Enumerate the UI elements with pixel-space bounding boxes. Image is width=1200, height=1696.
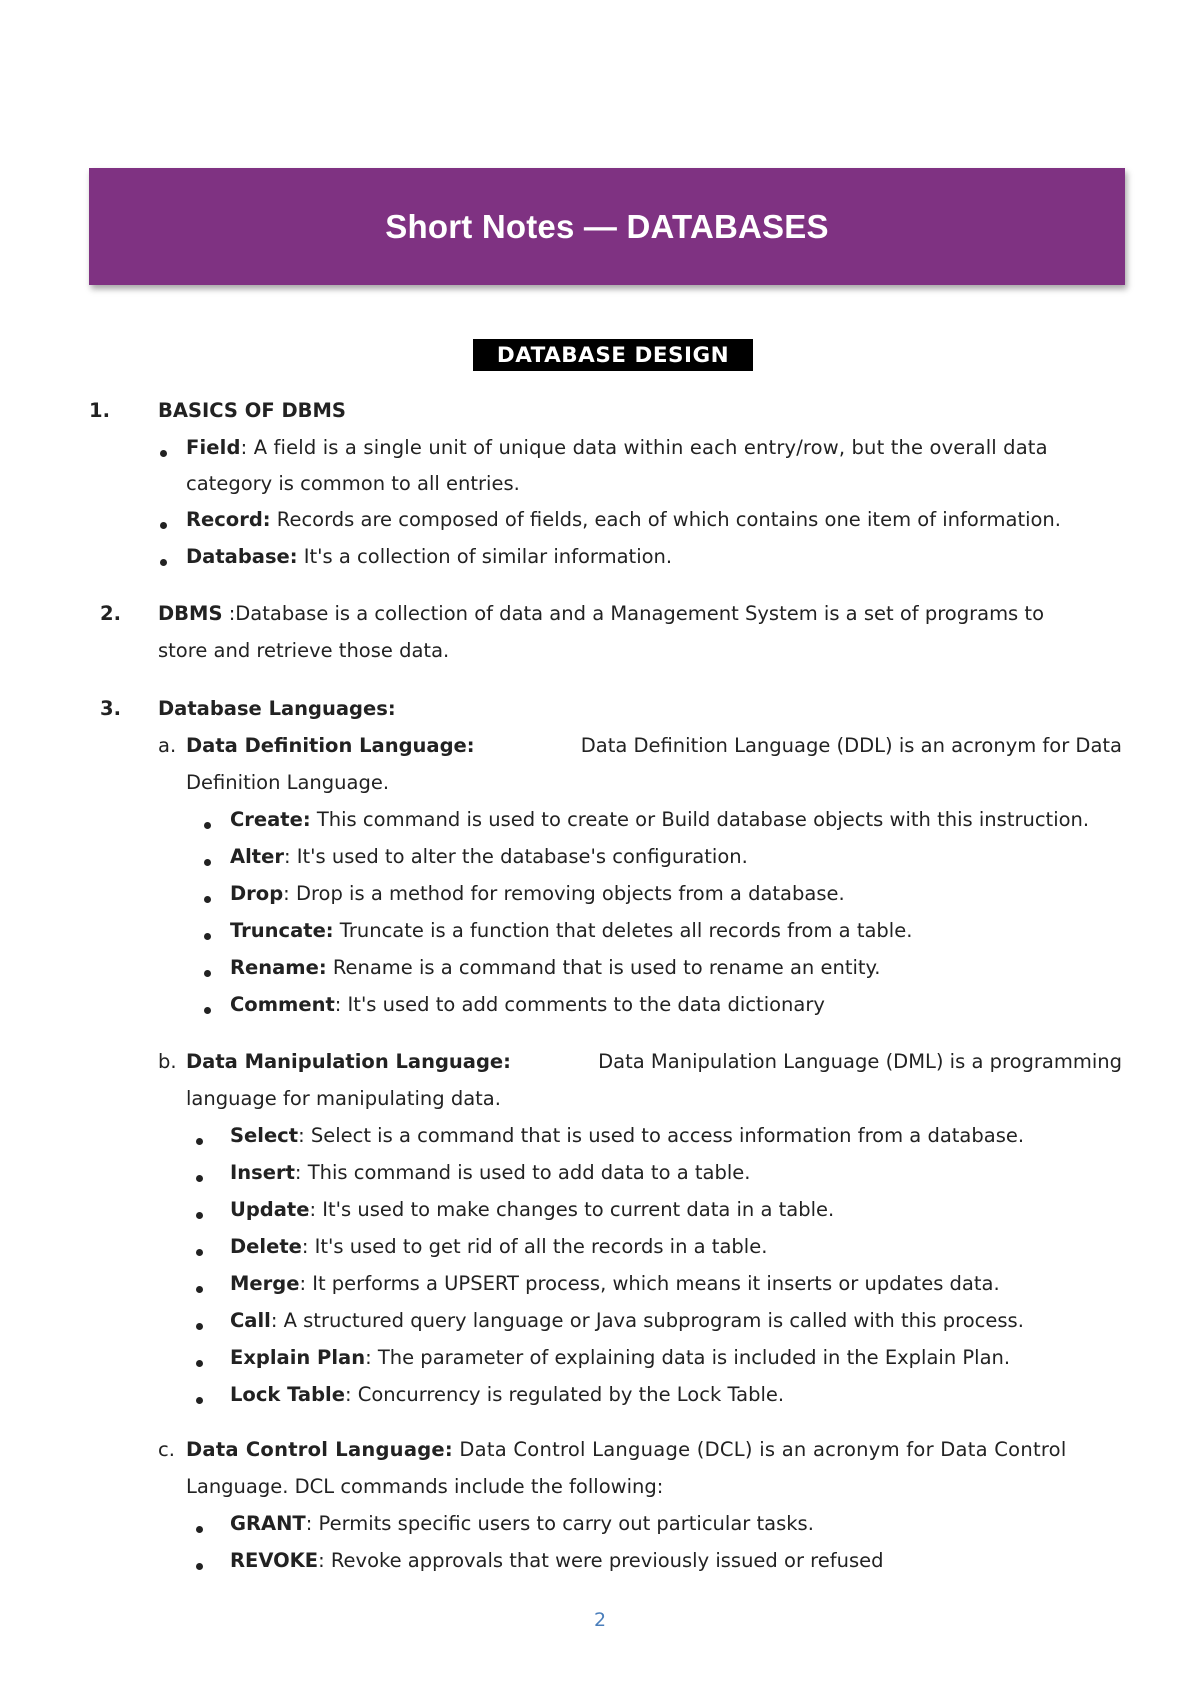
- term-create: Create:: [230, 808, 311, 831]
- text-drop: : Drop is a method for removing objects from a database.: [283, 882, 845, 905]
- term-database: Database:: [186, 545, 298, 568]
- section-2-text: [158, 602, 1044, 625]
- subsection-c-term: Data Control Language:: [186, 1438, 453, 1461]
- subsection-a-term: Data Definition Language:: [186, 734, 475, 757]
- bullet-icon: [204, 1007, 211, 1014]
- section-3-number: 3.: [100, 697, 121, 720]
- ddl-item-create: [230, 808, 1089, 831]
- subsection-b-term: Data Manipulation Language:: [186, 1050, 511, 1073]
- term-dbms: DBMS: [158, 602, 223, 625]
- section-2-number: 2.: [100, 602, 121, 625]
- term-truncate: Truncate:: [230, 919, 334, 942]
- term-comment: Comment: [230, 993, 335, 1016]
- term-grant: GRANT: [230, 1512, 306, 1535]
- term-record: Record:: [186, 508, 271, 531]
- text-insert: : This command is used to add data to a table.: [294, 1161, 751, 1184]
- dml-item-update: [230, 1198, 834, 1221]
- text-update: : It's used to make changes to current data in a table.: [309, 1198, 835, 1221]
- dml-item-lock-table: [230, 1383, 784, 1406]
- text-truncate: Truncate is a function that deletes all records from a table.: [333, 919, 913, 942]
- dml-item-explain-plan: [230, 1346, 1010, 1369]
- bullet-icon: [196, 1526, 203, 1533]
- term-alter: Alter: [230, 845, 284, 868]
- bullet-icon: [196, 1212, 203, 1219]
- banner-title: Short Notes — DATABASES: [385, 207, 829, 245]
- subsection-b-text: Data Manipulation Language (DML) is a programming: [598, 1050, 1122, 1073]
- dml-item-select: [230, 1124, 1024, 1147]
- text-alter: : It's used to alter the database's configuration.: [283, 845, 748, 868]
- text-select: : Select is a command that is used to access information from a database.: [298, 1124, 1025, 1147]
- section-title: DATABASE DESIGN: [473, 339, 753, 371]
- bullet-icon: [196, 1397, 203, 1404]
- text-comment: : It's used to add comments to the data dictionary: [334, 993, 825, 1016]
- text-merge: : It performs a UPSERT process, which means it inserts or updates data.: [299, 1272, 1000, 1295]
- term-rename: Rename:: [230, 956, 327, 979]
- title-banner: [89, 168, 1125, 285]
- bullet-icon: [196, 1138, 203, 1145]
- list-item-field: [186, 436, 1122, 459]
- bullet-icon: [204, 822, 211, 829]
- text-grant: : Permits specific users to carry out particular tasks.: [305, 1512, 814, 1535]
- term-revoke: REVOKE: [230, 1549, 319, 1572]
- bullet-icon: [160, 522, 167, 529]
- term-field: Field: [186, 436, 241, 459]
- text-delete: : It's used to get rid of all the records in a table.: [301, 1235, 768, 1258]
- subsection-c-text: Data Control Language (DCL) is an acronym for Data Control: [452, 1438, 1067, 1461]
- ddl-item-comment: [230, 993, 825, 1016]
- bullet-icon: [196, 1249, 203, 1256]
- dml-item-insert: [230, 1161, 750, 1184]
- bullet-icon: [160, 450, 167, 457]
- list-item-database: [186, 545, 672, 568]
- text-call: : A structured query language or Java subprogram is called with this process.: [270, 1309, 1024, 1332]
- dml-item-merge: [230, 1272, 1000, 1295]
- text-lock-table: : Concurrency is regulated by the Lock Table.: [344, 1383, 785, 1406]
- term-delete: Delete: [230, 1235, 302, 1258]
- list-item-field-cont: category is common to all entries.: [186, 472, 520, 495]
- section-1-number: 1.: [89, 399, 110, 422]
- bullet-icon: [196, 1360, 203, 1367]
- term-lock-table: Lock Table: [230, 1383, 345, 1406]
- text-create: This command is used to create or Build database objects with this instruction.: [310, 808, 1090, 831]
- bullet-icon: [196, 1286, 203, 1293]
- bullet-icon: [196, 1175, 203, 1182]
- text-revoke: : Revoke approvals that were previously issued or refused: [318, 1549, 884, 1572]
- subsection-a-text: Data Definition Language (DDL) is an acronym for Data: [580, 734, 1122, 757]
- dml-item-delete: [230, 1235, 767, 1258]
- text-dbms: :Database is a collection of data and a Management System is a set of programs to: [222, 602, 1044, 625]
- text-explain-plan: : The parameter of explaining data is included in the Explain Plan.: [365, 1346, 1011, 1369]
- text-record: Records are composed of fields, each of which contains one item of information.: [270, 508, 1061, 531]
- ddl-item-alter: [230, 845, 748, 868]
- bullet-icon: [196, 1563, 203, 1570]
- text-field: : A field is a single unit of unique data within each entry/row, but the overall data: [240, 436, 1048, 459]
- subsection-b-cont: language for manipulating data.: [186, 1087, 501, 1110]
- dcl-item-grant: [230, 1512, 814, 1535]
- text-database: It's a collection of similar information.: [297, 545, 673, 568]
- text-rename: Rename is a command that is used to rename an entity.: [326, 956, 881, 979]
- section-1-heading: BASICS OF DBMS: [158, 399, 346, 422]
- bullet-icon: [196, 1323, 203, 1330]
- term-update: Update: [230, 1198, 310, 1221]
- ddl-item-drop: [230, 882, 845, 905]
- page-number: 2: [593, 1609, 607, 1631]
- term-call: Call: [230, 1309, 271, 1332]
- term-insert: Insert: [230, 1161, 295, 1184]
- dcl-item-revoke: [230, 1549, 884, 1572]
- bullet-icon: [204, 859, 211, 866]
- term-merge: Merge: [230, 1272, 300, 1295]
- ddl-item-rename: [230, 956, 881, 979]
- subsection-a-cont: Definition Language.: [186, 771, 390, 794]
- subsection-b-label: b.: [158, 1050, 177, 1073]
- subsection-a-label: a.: [158, 734, 177, 757]
- section-3-heading: Database Languages:: [158, 697, 396, 720]
- subsection-c-cont: Language. DCL commands include the following:: [186, 1475, 664, 1498]
- bullet-icon: [204, 933, 211, 940]
- ddl-item-truncate: [230, 919, 912, 942]
- list-item-record: [186, 508, 1061, 531]
- term-select: Select: [230, 1124, 299, 1147]
- dml-item-call: [230, 1309, 1024, 1332]
- bullet-icon: [204, 970, 211, 977]
- bullet-icon: [204, 896, 211, 903]
- term-explain-plan: Explain Plan: [230, 1346, 366, 1369]
- subsection-c-label: c.: [158, 1438, 175, 1461]
- section-2-cont: store and retrieve those data.: [158, 639, 450, 662]
- term-drop: Drop: [230, 882, 284, 905]
- subsection-c-line: [186, 1438, 1122, 1461]
- bullet-icon: [160, 559, 167, 566]
